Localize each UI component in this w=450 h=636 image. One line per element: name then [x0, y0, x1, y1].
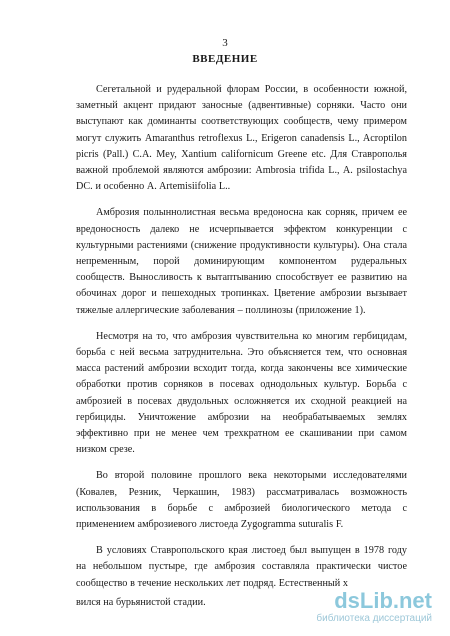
page-number: 3	[222, 37, 228, 49]
paragraph-6: вился на бурьянистой стадии.	[76, 596, 206, 608]
paragraph-1: Сегетальной и рудеральной флорам России, в особенности южной, заметный акцент придают заносные (адвентивные) сорняки. Часто они выступают как доминанты соответствующих сообществ, чему примером могут служить Amaranthus retroflexus L., Erigeron canadensis L., Acroptilon picris (Pall.) C.A. Mey, Xantium californicum Greene etc. Для Ставрополья важной проблемой являются амброзии: Ambrosia trifida L., A. psilostachya DC. и особенно A. Artemisiifolia L..	[76, 84, 407, 193]
watermark	[316, 590, 432, 624]
body-text	[76, 82, 407, 611]
paragraph-4: Во второй половине прошлого века некоторыми исследователями (Ковалев, Резник, Черкашин, 1983) рассматривалась возможность использования в борьбе с амброзией биологического метода с применением амброзиевого листоеда Zygogramma suturalis F.	[76, 470, 407, 531]
section-heading: ВВЕДЕНИЕ	[192, 53, 258, 65]
paragraph-2: Амброзия полыннолистная весьма вредоносна как сорняк, причем ее вредоносность далеко не исчерпывается эффектом конкуренции с культурными растениями (снижение продуктивности культуры). Она стала непременным, порой доминирующим компонентом рудеральных сообществ. Выносливость к вытаптыванию способствует ее развитию на обочинах дорог и пешеходных тропинках. Цветение амброзии вызывает тяжелые аллергические заболевания – поллинозы (приложение 1).	[76, 207, 407, 316]
watermark-tagline: библиотека диссертаций	[316, 613, 432, 624]
watermark-logo: dsLib.net	[334, 588, 432, 613]
paragraph-3: Несмотря на то, что амброзия чувствительна ко многим гербицидам, борьба с ней весьма затруднительна. Это объясняется тем, что основная масса растений амброзии всходит тогда, когда закончены все химические обработки против сорняков в посевах однодольных культур. Борьба с амброзией в посевах двудольных осложняется их сходной реакцией на гербициды. Уничтожение амброзии на необрабатываемых землях эффективно при не менее чем трехкратном ее скашивании при самом низком срезе.	[76, 330, 407, 456]
paragraph-5: В условиях Ставропольского края листоед был выпущен в 1978 году на небольшом пустыре, где амброзия составляла практически чистое сообщество в течение нескольких лет подряд. Естественный х	[76, 545, 407, 589]
